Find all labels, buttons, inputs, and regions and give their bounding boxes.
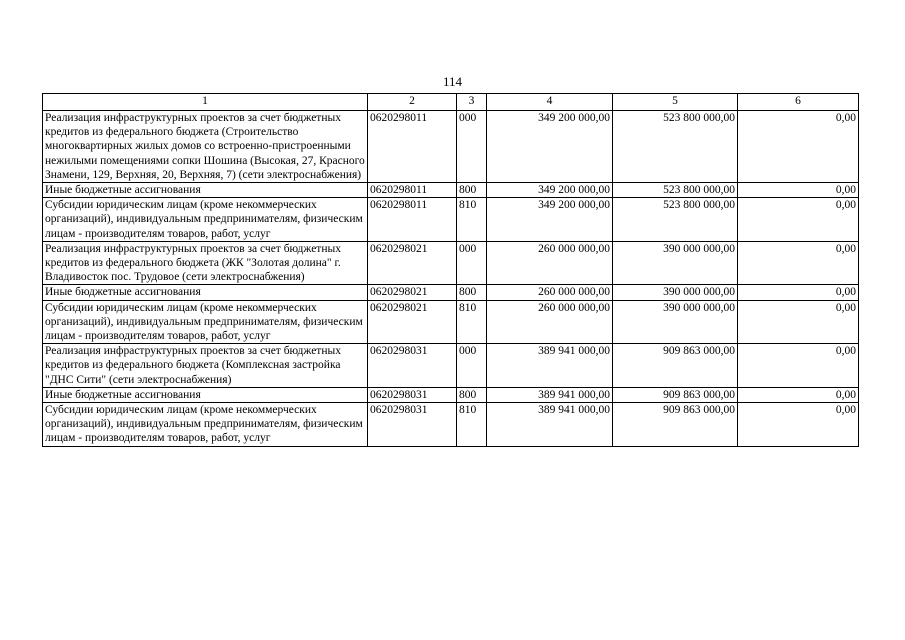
row-code-cell: 0620298011 bbox=[368, 198, 457, 242]
row-name-cell: Иные бюджетные ассигнования bbox=[43, 285, 368, 300]
row-value-6-cell: 0,00 bbox=[738, 198, 859, 242]
table-row bbox=[43, 111, 859, 183]
row-name-cell: Иные бюджетные ассигнования bbox=[43, 183, 368, 198]
table-row bbox=[43, 198, 859, 242]
row-code-cell: 0620298011 bbox=[368, 111, 457, 183]
table-row bbox=[43, 387, 859, 402]
row-name-cell: Субсидии юридическим лицам (кроме некоммерческих организаций), индивидуальным предпринимателям, физическим лицам - производителям товаров, работ, услуг bbox=[43, 300, 368, 344]
row-code-cell: 0620298031 bbox=[368, 344, 457, 388]
column-header-2: 2 bbox=[368, 94, 457, 111]
row-code-cell: 0620298021 bbox=[368, 285, 457, 300]
table-row bbox=[43, 344, 859, 388]
row-value-6-cell: 0,00 bbox=[738, 241, 859, 285]
row-value-6-cell: 0,00 bbox=[738, 403, 859, 447]
row-value-5-cell: 390 000 000,00 bbox=[613, 300, 738, 344]
budget-table bbox=[42, 93, 859, 447]
row-value-4-cell: 389 941 000,00 bbox=[487, 344, 613, 388]
row-type-cell: 000 bbox=[457, 111, 487, 183]
row-name-cell: Иные бюджетные ассигнования bbox=[43, 387, 368, 402]
row-type-cell: 800 bbox=[457, 387, 487, 402]
row-value-6-cell: 0,00 bbox=[738, 344, 859, 388]
row-type-cell: 810 bbox=[457, 300, 487, 344]
row-type-cell: 810 bbox=[457, 403, 487, 447]
row-type-cell: 000 bbox=[457, 344, 487, 388]
row-type-cell: 800 bbox=[457, 183, 487, 198]
column-header-6: 6 bbox=[738, 94, 859, 111]
row-type-cell: 800 bbox=[457, 285, 487, 300]
table-row bbox=[43, 241, 859, 285]
row-value-6-cell: 0,00 bbox=[738, 300, 859, 344]
table-row bbox=[43, 285, 859, 300]
row-value-4-cell: 349 200 000,00 bbox=[487, 183, 613, 198]
row-code-cell: 0620298021 bbox=[368, 300, 457, 344]
row-type-cell: 810 bbox=[457, 198, 487, 242]
row-name-cell: Реализация инфраструктурных проектов за счет бюджетных кредитов из федерального бюджета (ЖК "Золотая долина" г. Владивосток пос. Трудовое (сети электроснабжения) bbox=[43, 241, 368, 285]
row-value-5-cell: 909 863 000,00 bbox=[613, 403, 738, 447]
row-name-cell: Реализация инфраструктурных проектов за счет бюджетных кредитов из федерального бюджета (Строительство многоквартирных жилых домов со встроенно-пристроенными нежилыми помещениями сопки Шошина (Высокая, 27, Красного Знамени, 129, Верхняя, 20, Верхняя, 7) (сети электроснабжения) bbox=[43, 111, 368, 183]
row-value-4-cell: 260 000 000,00 bbox=[487, 241, 613, 285]
row-value-5-cell: 390 000 000,00 bbox=[613, 241, 738, 285]
column-header-1: 1 bbox=[43, 94, 368, 111]
column-header-5: 5 bbox=[613, 94, 738, 111]
row-value-5-cell: 523 800 000,00 bbox=[613, 198, 738, 242]
row-value-5-cell: 523 800 000,00 bbox=[613, 111, 738, 183]
row-value-6-cell: 0,00 bbox=[738, 285, 859, 300]
row-value-4-cell: 260 000 000,00 bbox=[487, 285, 613, 300]
row-name-cell: Субсидии юридическим лицам (кроме некоммерческих организаций), индивидуальным предпринимателям, физическим лицам - производителям товаров, работ, услуг bbox=[43, 403, 368, 447]
row-name-cell: Реализация инфраструктурных проектов за счет бюджетных кредитов из федерального бюджета (Комплексная застройка "ДНС Сити" (сети электроснабжения) bbox=[43, 344, 368, 388]
row-value-4-cell: 389 941 000,00 bbox=[487, 387, 613, 402]
column-header-4: 4 bbox=[487, 94, 613, 111]
header-row bbox=[43, 94, 859, 111]
row-code-cell: 0620298011 bbox=[368, 183, 457, 198]
row-code-cell: 0620298031 bbox=[368, 403, 457, 447]
column-header-3: 3 bbox=[457, 94, 487, 111]
row-value-6-cell: 0,00 bbox=[738, 387, 859, 402]
row-type-cell: 000 bbox=[457, 241, 487, 285]
row-value-5-cell: 909 863 000,00 bbox=[613, 344, 738, 388]
row-value-5-cell: 909 863 000,00 bbox=[613, 387, 738, 402]
row-code-cell: 0620298021 bbox=[368, 241, 457, 285]
row-value-4-cell: 349 200 000,00 bbox=[487, 198, 613, 242]
table-row bbox=[43, 403, 859, 447]
table-row bbox=[43, 183, 859, 198]
page-number: 114 bbox=[442, 74, 463, 89]
row-value-5-cell: 523 800 000,00 bbox=[613, 183, 738, 198]
table-row bbox=[43, 300, 859, 344]
row-code-cell: 0620298031 bbox=[368, 387, 457, 402]
row-value-4-cell: 389 941 000,00 bbox=[487, 403, 613, 447]
row-value-6-cell: 0,00 bbox=[738, 183, 859, 198]
row-value-5-cell: 390 000 000,00 bbox=[613, 285, 738, 300]
row-value-6-cell: 0,00 bbox=[738, 111, 859, 183]
row-name-cell: Субсидии юридическим лицам (кроме некоммерческих организаций), индивидуальным предпринимателям, физическим лицам - производителям товаров, работ, услуг bbox=[43, 198, 368, 242]
row-value-4-cell: 349 200 000,00 bbox=[487, 111, 613, 183]
row-value-4-cell: 260 000 000,00 bbox=[487, 300, 613, 344]
